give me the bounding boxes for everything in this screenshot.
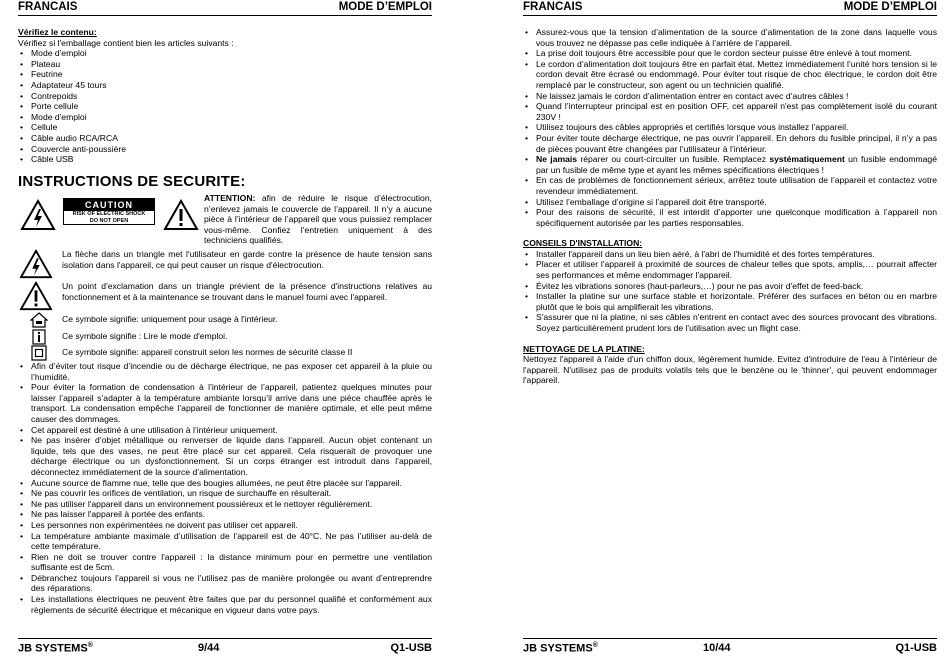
list-item: • S'assurer que ni la platine, ni ses câbles n'entrent en contact avec des sources provocant des vibrations. Soyez particulièrement prudent lors de l'utilisation avec un flight case.	[523, 312, 937, 333]
right-page	[523, 0, 937, 654]
list-item: • Ne pas insérer d’objet métallique ou renverser de liquide dans l’appareil. Aucun objet contenant un liquide, tels que des vases, ne peut être placé sur cet appareil. Cela risquerait de provoquer une décharge électrique ou un dysfonctionnement. Si un corps étranger est introduit dans l’appareil, déconnectez immédiatement de la source d’alimentation.	[18, 435, 432, 477]
footer-model: Q1-USB	[390, 642, 432, 654]
safety-list	[523, 27, 937, 228]
list-item: • Ne pas laisser l'appareil à portée des enfants.	[18, 509, 432, 520]
list-item: • Ne pas couvrir les orifices de ventilation, un risque de surchauffe en résulterait.	[18, 488, 432, 499]
install-list	[523, 249, 937, 334]
list-item: • Pour éviter toute décharge électrique, ne pas ouvrir l’appareil. En dehors du fusible principal, il n’y a pas de pièces pouvant être changées par l’utilisateur à l’intérieur.	[523, 133, 937, 154]
list-item: • Pour des raisons de sécurité, il est interdit d’apporter une quelconque modification à l’appareil non spécifiquement autorisée par les parties responsables.	[523, 207, 937, 228]
page-footer	[523, 638, 937, 656]
contents-section	[18, 27, 432, 165]
header-language: FRANCAIS	[18, 1, 78, 13]
fuse-text-2: un fusible endommagé par un fusible de même type et ayant les mêmes spécifications électriques !	[536, 154, 937, 175]
header-title: MODE D’EMPLOI	[843, 1, 937, 13]
list-item: • Placer et utiliser l'appareil à proximité de sources de chaleur telles que spots, amplis,… pourrait affecter ses performances et même endommager l'appareil.	[523, 259, 937, 280]
list-item: • Quand l’interrupteur principal est en position OFF, cet appareil n'est pas complètement isolé du courant 230V !	[523, 101, 937, 122]
caution-line-1: RISK OF ELECTRIC SHOCK	[72, 211, 146, 217]
contents-intro: Vérifiez si l'emballage contient bien les articles suivants :	[18, 37, 234, 48]
list-item: • Contrepoids	[18, 91, 432, 102]
list-item: • Adaptateur 45 tours	[18, 80, 432, 91]
cleaning-heading: NETTOYAGE DE LA PLATINE:	[523, 343, 645, 354]
list-item: • Aucune source de flamme nue, telle que des bougies allumées, ne peut être placée sur l'appareil.	[18, 478, 432, 489]
list-item: • Utilisez toujours des câbles appropriés et certifiés lorsque vous installez l’appareil.	[523, 122, 937, 133]
symbol-row-exclamation	[18, 281, 432, 311]
list-item: • Installer l'appareil dans un lieu bien aéré, à l'abri de l'humidité et des fortes températures.	[523, 249, 937, 260]
double-square-icon	[30, 345, 48, 361]
safety-title: INSTRUCTIONS DE SECURITE:	[18, 173, 246, 190]
manual-icon	[30, 329, 48, 345]
cleaning-text: Nettoyez l'appareil à l'aide d'un chiffon doux, légèrement humide. Evitez d'introduire de l'eau à l'intérieur de l'appareil. N'utilisez pas de produits volatils tels que le benzène ou le 'thinner', qui peuvent endommager l'appareil.	[523, 354, 937, 386]
list-item: • Pour éviter la formation de condensation à l’intérieur de l’appareil, patientez quelques minutes pour laisser l’appareil s’adapter à la température ambiante lorsqu’il arrive dans une pièce chauffée après le transport. La condensation empêche l’appareil de fonctionner de manière optimale, et elle peut même causer des dommages.	[18, 382, 432, 424]
page-number: 9/44	[198, 642, 220, 654]
list-item: • Utilisez l’emballage d’origine si l’appareil doit être transporté.	[523, 197, 937, 208]
registered-mark: ®	[592, 642, 598, 649]
install-heading: CONSEILS D'INSTALLATION:	[523, 238, 643, 249]
safety-list-section	[18, 361, 432, 615]
caution-label	[63, 198, 155, 225]
symbol-row-voltage	[18, 249, 432, 279]
attention-label: ATTENTION:	[204, 193, 256, 203]
list-item: • Assurez-vous que la tension d’alimentation de la source d’alimentation de la zone dans laquelle vous vous trouvez ne dépasse pas celle indiquée à l’arrière de l’appareil.	[523, 27, 937, 48]
safety-list-continued	[523, 27, 937, 386]
footer-model: Q1-USB	[895, 642, 937, 654]
safety-list	[18, 361, 432, 615]
exclamation-icon	[18, 281, 54, 311]
high-voltage-icon	[20, 199, 56, 231]
list-item: • Câble audio RCA/RCA	[18, 133, 432, 144]
page-header	[18, 1, 432, 16]
symbol-text: La flèche dans un triangle met l'utilisateur en garde contre la présence de haute tension sans isolation dans l'appareil, ce qui peut causer un risque d'électrocution.	[62, 249, 432, 270]
symbol-text: Ce symbole signifie: appareil construit selon les normes de sécurité classe II	[62, 347, 353, 357]
page-number: 10/44	[703, 642, 731, 654]
footer-brand-wrap	[18, 642, 93, 655]
caution-block	[18, 193, 432, 246]
list-item: • Les personnes non expérimentées ne doivent pas utiliser cet appareil.	[18, 520, 432, 531]
list-item: • Rien ne doit se trouver contre l'appareil : la distance minimum pour en permettre une ventilation suffisante est de 5cm.	[18, 552, 432, 573]
list-item: • Afin d’éviter tout risque d’incendie ou de décharge électrique, ne pas exposer cet appareil à la pluie ou l’humidité.	[18, 361, 432, 382]
symbol-text: Ce symbole signifie : Lire le mode d'emploi.	[62, 331, 228, 341]
list-item: • Ne laissez jamais le cordon d’alimentation entrer en contact avec d’autres câbles !	[523, 91, 937, 102]
fuse-text-1: réparer ou court-circuiter un fusible. Remplacez	[577, 154, 770, 165]
list-item: • Mode d'emploi	[18, 112, 432, 123]
registered-mark: ®	[87, 642, 93, 649]
list-item: • Câble USB	[18, 154, 432, 165]
symbol-row-manual	[18, 329, 432, 345]
footer-brand: JB SYSTEMS	[523, 642, 593, 655]
house-icon	[30, 312, 48, 328]
list-item: • Ne pas utiliser l'appareil dans un environnement poussiéreux et le nettoyer régulièrement.	[18, 499, 432, 510]
header-title: MODE D’EMPLOI	[338, 1, 432, 13]
list-item: • Cet appareil est destiné à une utilisation à l’intérieur uniquement.	[18, 425, 432, 436]
list-item: • Les installations électriques ne peuvent être faites que par du personnel qualifié et conformément aux règlements de sécurité électrique et mécanique en vigueur dans votre pays.	[18, 594, 432, 615]
attention-text: afin de réduire le risque d’électrocution, n’enlevez jamais le couvercle de l’appareil. Il n’y a aucune pièce à l’intérieur de l’appareil que vous puissiez remplacer vous-même. Confiez l’entretien uniquement à des techniciens qualifiés.	[204, 193, 432, 246]
attention-paragraph	[204, 193, 432, 246]
list-item: • La prise doit toujours être accessible pour que le cordon secteur puisse être enlevé à tout moment.	[523, 48, 937, 59]
symbol-text: Un point d'exclamation dans un triangle prévient de la présence d'instructions relatives au fonctionnement et à la maintenance se trouvant dans le manuel fourni avec l'appareil.	[62, 281, 432, 302]
page-header	[523, 1, 937, 16]
list-item: • Évitez les vibrations sonores (haut-parleurs,…) pour ne pas avoir d'effet de feed-back.	[523, 281, 937, 292]
list-item: • Plateau	[18, 59, 432, 70]
list-item: • La température ambiante maximale d’utilisation de l’appareil est de 40°C. Ne pas l’utiliser au-delà de cette température.	[18, 531, 432, 552]
symbol-row-class2	[18, 345, 432, 361]
fuse-never: Ne jamais	[536, 154, 578, 165]
list-item: • En cas de problèmes de fonctionnement sérieux, arrêtez toute utilisation de l’appareil et contactez votre revendeur immédiatement.	[523, 175, 937, 196]
list-item: • Mode d'emploi	[18, 48, 432, 59]
footer-brand-wrap	[523, 642, 598, 655]
fuse-systematic: systématiquement	[769, 154, 845, 165]
list-item: • Couvercle anti-poussière	[18, 144, 432, 155]
high-voltage-icon	[18, 249, 54, 279]
list-item: • Feutrine	[18, 69, 432, 80]
footer-brand: JB SYSTEMS	[18, 642, 88, 655]
caution-line-2: DO NOT OPEN	[89, 217, 129, 224]
exclamation-icon	[163, 199, 199, 231]
list-item: • Installer la platine sur une surface stable et horizontale. Préférer des surfaces en béton ou en marbre plutôt que le bois qui amplifierait les vibrations.	[523, 291, 937, 312]
page-footer	[18, 638, 432, 656]
list-item: • Cellule	[18, 122, 432, 133]
symbol-text: Ce symbole signifie: uniquement pour usage à l'intérieur.	[62, 314, 278, 324]
caution-title: CAUTION	[64, 199, 154, 211]
list-item: • Porte cellule	[18, 101, 432, 112]
left-page	[18, 0, 432, 654]
list-item-fuse	[523, 154, 937, 175]
list-item: • Débranchez toujours l’appareil si vous ne l’utilisez pas de manière prolongée ou avant d’entreprendre des réparations.	[18, 573, 432, 594]
contents-list	[18, 48, 432, 165]
symbol-row-indoor	[18, 312, 432, 328]
contents-heading: Vérifiez le contenu:	[18, 27, 97, 37]
list-item: • Le cordon d’alimentation doit toujours être en parfait état. Mettez immédiatement l’unité hors tension si le cordon devait être écrasé ou endommagé. Pour éviter tout risque de choc électrique, le cordon doit être remplacé par le constructeur, son agent ou un technicien qualifié.	[523, 59, 937, 91]
header-language: FRANCAIS	[523, 1, 583, 13]
